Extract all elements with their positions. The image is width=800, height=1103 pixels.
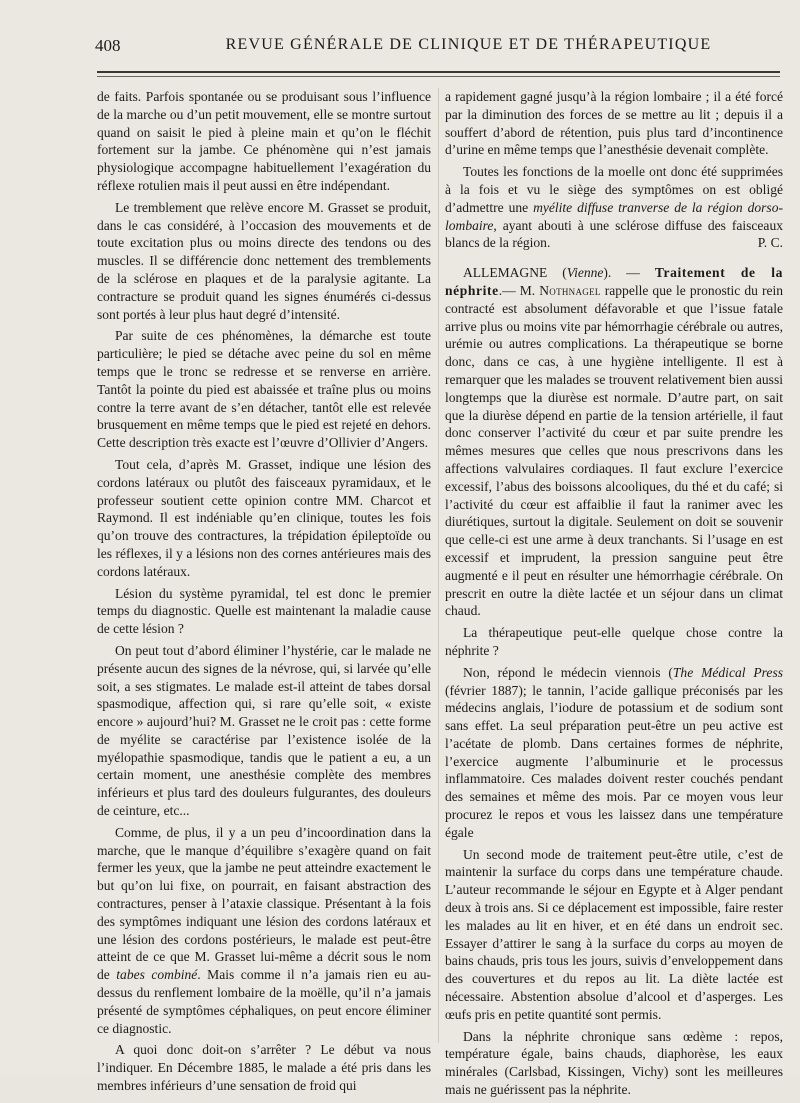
right-column	[445, 88, 783, 1103]
left-paragraph-7-start: Comme, de plus, il y a un peu d’incoordination dans la marche, que le manque d’équilibre s’exagère quand on fait fermer les yeux, que la jambe ne peut atteindre exactement le but qu’on lui fixe, on pourrait, en faisant abstraction des contractures, penser à l’ataxie classique. Présentant à la fois des symptômes indiquant une lésion des cordons latéraux et une lésion des cordons postérieurs, le malade est peut-être atteint de ce que M. Grasset lui-même a décrit sous le nom de	[97, 824, 431, 983]
right-paragraph-5-end: (février 1887); le tannin, l’acide gallique préconisés par les médecins anglais, l’iodure de potassium et de sodium sont sans effet. La seul préparation peut-être un peu active est l’acétate de plomb. Dans certaines formes de néphrite, l’exercice augmente l’albuminurie et le processus inflammatoire. Ces malades doivent rester couchés pendant des semaines et même des mois. Par ce moyen vous leur procurez le repos et vous les laissez dans une température égale	[445, 682, 783, 840]
myelite-term: myélite diffuse tranverse de la région dorso-lombaire	[445, 199, 783, 233]
left-paragraph-7	[97, 824, 431, 1038]
left-paragraph-3: Par suite de ces phénomènes, la démarche est toute particulière; le pied se détache avec peine du sol en même temps que le tronc se redresse et se renverse en arrière. Tantôt la pointe du pied est abaissée et traîne plus ou moins contre la terre avant de s’en détacher, tantôt elle est relevée brusquement en même temps que le pied est rejeté en dehors. Cette description très exacte est l’œuvre d’Ollivier d’Angers.	[97, 328, 431, 451]
topic-heading: Traitement de la néphrite	[445, 265, 783, 298]
medical-press-title: The Médical Press	[672, 664, 783, 680]
right-paragraph-7: Dans la néphrite chronique sans œdème : repos, température égale, bains chauds, diaphorèse, les eaux minérales (Carlsbad, Kissingen, Vichy) sont les meilleures mais ne guérissent pas la néphrite.	[445, 1028, 783, 1098]
page-number: 408	[95, 36, 121, 55]
left-paragraph-7-end: . Mais comme il n’a jamais rien eu au-dessus du renflement lombaire de la moëlle, qu’il n’a jamais présenté de symptômes céphaliques, on peut encore éliminer ce diagnostic.	[97, 967, 432, 1036]
tabes-combine-term: tabes combiné	[116, 967, 198, 983]
right-paragraph-5	[445, 664, 783, 842]
left-paragraph-8: A quoi donc doit-on s’arrêter ? Le début va nous l’indiquer. En Décembre 1885, le malade a été pris dans les membres inférieurs d’une sensation de froid qui	[97, 1042, 431, 1094]
author-name: Nothnagel	[539, 282, 601, 298]
right-paragraph-5-start: Non, répond le médecin viennois (	[463, 664, 673, 680]
column-separator	[438, 88, 439, 1043]
left-paragraph-6: On peut tout d’abord éliminer l’hystérie, car le malade ne présente aucun des signes de la névrose, qui, si larvée qu’elle soit, a ses stigmates. Le malade est-il atteint de tabes dorsal spasmodique, affection qui, si rare qu’elle soit, « existe encore » aujourd’hui? M. Grasset ne le croit pas : cette forme de myélite se caractérise par l’existence isolée de la myélopathie spasmodique, tandis que le patient a eu, a un certain moment, une anesthésie complète des membres inférieurs et plus tard des douleurs fulgurantes, des douleurs de ceinture, etc...	[97, 642, 431, 819]
right-paragraph-2-end: , ayant abouti à une sclérose diffuse des faisceaux blancs de la région.	[445, 217, 783, 251]
city-name: Vienne	[566, 265, 604, 281]
header-rule-thin	[97, 76, 780, 77]
left-paragraph-1: de faits. Parfois spontanée ou se produisant sous l’influence de la marche ou d’un petit mouvement, elle se montre surtout quand on saisit le pied à pleine main et qu’on le fléchit fortement sur la jambe. Ce phénomène qui n’est jamais physiologique accompagne habituellement l’exagération du réflexe rotulien mais il peut aussi en être indépendant.	[97, 89, 431, 193]
right-paragraph-2	[445, 163, 783, 252]
allemagne-entry: ALLEMAGNE (Vienne). — Traitement de la néphrite.— M. Nothnagel rappelle que le pronostic du rein contracté est absolument défavorable et que l’issue fatale arrive plus ou moins vite par hémorrhagie cérébrale ou autres, urémie ou autres complications. La thérapeutique se borne donc, dans ce cas, à une hygiène intelligente. Il est à remarquer que les malades se trouvent relativement bien aussi longtemps que la diurèse est normale. D’autre part, on sait que la diurèse dépend en partie de la tension artérielle, il faut donc conserver l’activité du cœur et par suite prendre les mêmes mesures que celles que nous prescrivons dans les affections valvulaires cordiaques. Il faut exclure l’exercice excessif, l’abus des boissons alcooliques, du thé et du café; si l’activité du cœur est affaiblie il faut la ranimer avec les diurétiques, surtout la digitale. Seulement on doit se souvenir que celle-ci est une arme à deux tranchants. Si l’usage en est excessif et imprudent, la pression sanguine peut être augmenté e il peut en résulter une hémorrhagie cérébrale. On prescrit en outre la diète lactée et un séjour dans un climat chaud.	[445, 265, 784, 619]
header-rule-thick	[97, 71, 780, 73]
left-column	[97, 88, 431, 1099]
left-paragraph-5: Lésion du système pyramidal, tel est donc le premier temps du diagnostic. Quelle est maintenant la maladie cause de cette lésion ?	[97, 585, 431, 637]
right-paragraph-4: La thérapeutique peut-elle quelque chose contre la néphrite ?	[445, 625, 783, 658]
allemagne-text: rappelle que le pronostic du rein contracté est absolument défavorable et que l’issue fatale arrive plus ou moins vite par hémorrhagie cérébrale ou autres, urémie ou autres complications. La thérapeutique se borne donc, dans ce cas, à une hygiène intelligente. Il est à remarquer que les malades se trouvent relativement bien aussi longtemps que la diurèse est normale. D’autre part, on sait que la diurèse dépend en partie de la tension artérielle, il faut donc conserver l’activité du cœur et par suite prendre les mêmes mesures que celles que nous prescrivons dans les affections valvulaires cordiaques. Il faut exclure l’exercice excessif, l’abus des boissons alcooliques, du thé et du café; si l’activité du cœur est affaiblie il faut la ranimer avec les diurétiques, surtout la digitale. Seulement on doit se souvenir que celle-ci est une arme à deux tranchants. Si l’usage en est excessif et imprudent, la pression sanguine peut être augmenté e il peut en résulter une hémorrhagie cérébrale. On prescrit en outre la diète lactée et un séjour dans un climat chaud.	[445, 282, 784, 619]
article-signature: P. C.	[757, 235, 783, 251]
right-paragraph-1: a rapidement gagné jusqu’à la région lombaire ; il a été forcé par la diminution des forces de se mettre au lit ; depuis il a souffert d’abord de rétention, puis plus tard d’incontinence d’urine en même temps que l’anesthésie devenait complète.	[445, 89, 783, 158]
left-paragraph-4: Tout cela, d’après M. Grasset, indique une lésion des cordons latéraux ou plutôt des faisceaux pyramidaux, et le professeur soutient cette opinion contre MM. Charcot et Raymond. Il est indéniable qu’en clinique, toutes les fois qu’on trouve des contractures, la trépidation épileptoïde ou les réflexes, il y a lésions non des cornes antérieures mais des cordons latéraux.	[97, 456, 431, 579]
running-title: REVUE GÉNÉRALE DE CLINIQUE ET DE THÉRAPEUTIQUE	[225, 36, 712, 53]
right-paragraph-2-start: Toutes les fonctions de la moelle ont donc été supprimées à la fois et vu le siège des symptômes on est obligé d’admettre une	[445, 164, 783, 215]
left-paragraph-2: Le tremblement que relève encore M. Grasset se produit, dans le cas considéré, à l’occasion des mouvements et de toute excitation plus ou moins directe des tendons ou des muscles. Il se différencie donc nettement des tremblements de la sclérose en plaques et de la paralysie agitante. La contracture se produit quand les signes énumérés ci-dessus sont portés à leur plus haut degré d’intensité.	[97, 199, 431, 322]
right-paragraph-6: Un second mode de traitement peut-être utile, c’est de maintenir la surface du corps dans une température chaude. L’auteur recommande le séjour en Egypte et à Alger pendant deux à trois ans. Si ce déplacement est impossible, faire rester les malades au lit en hiver, et en été dans un endroit sec. Essayer d’attirer le sang à la surface du corps au moyen de bains chauds, pris tous les jours, suivis d’enveloppement dans des couvertures et du repos au lit. La diète lactée est nécessaire. Abstention absolue d’alcool et d’asperges. Les œufs pris en petite quantité sont permis.	[445, 846, 783, 1022]
country-heading: ALLEMAGNE	[463, 265, 548, 281]
page-header	[95, 36, 782, 64]
